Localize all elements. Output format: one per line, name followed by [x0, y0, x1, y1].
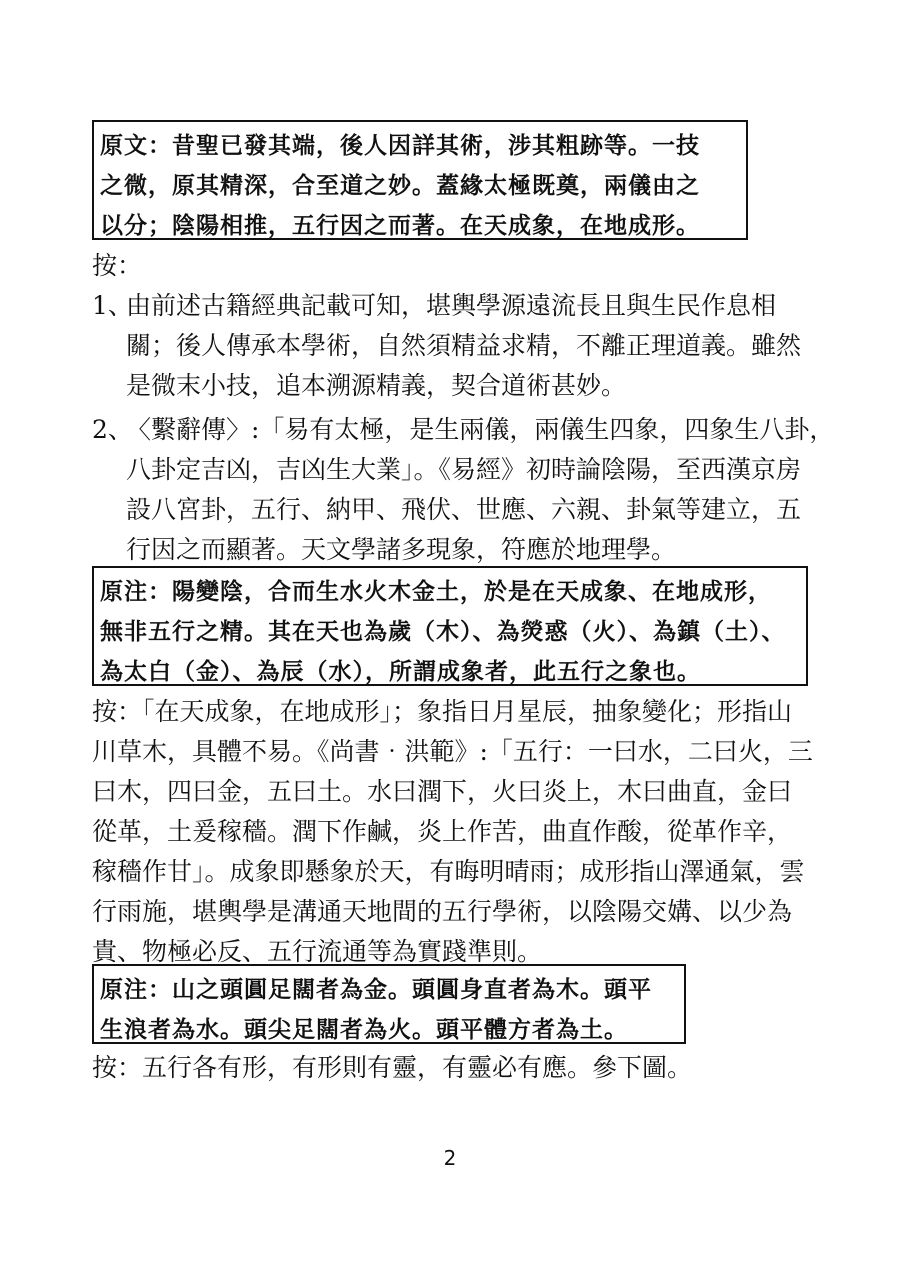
list-item-line: 是微末小技，追本溯源精義，契合道術甚妙。 — [126, 371, 627, 400]
list-item-line: 行因之而顯著。天文學諸多現象，符應於地理學。 — [126, 535, 677, 564]
list-item — [92, 410, 835, 570]
commentary-line: 按：「在天成象，在地成形」；象指日月星辰，抽象變化；形指山 — [92, 697, 793, 726]
quote-line: 為太白（金）、為辰（水），所謂成象者，此五行之象也。 — [100, 658, 701, 685]
commentary-line: 貴、物極必反、五行流通等為實踐準則。 — [92, 937, 543, 966]
list-item-line: 設八宮卦，五行、納甲、飛伏、世應、六親、卦氣等建立，五 — [126, 495, 802, 524]
original-note-box — [92, 566, 808, 686]
commentary-line: 曰木，四曰金，五曰土。水曰潤下，火曰炎上，木曰曲直，金曰 — [92, 777, 793, 806]
list-item-line: 〈繫辭傳〉:「易有太極，是生兩儀，兩儀生四象，四象生八卦， — [126, 415, 835, 444]
commentary-paragraph: 按：五行各有形，有形則有靈，有靈必有應。參下圖。 — [92, 1053, 693, 1082]
commentary-heading: 按： — [92, 251, 143, 280]
commentary-line: 川草木，具體不易。《尚書‧洪範》:「五行：一曰水，二曰火，三 — [92, 737, 813, 766]
quote-line: 生浪者為水。頭尖足闊者為火。頭平體方者為土。 — [100, 1016, 628, 1043]
list-item-number: 1、 — [92, 291, 133, 320]
list-item-line: 八卦定吉凶，吉凶生大業」。《易經》初時論陰陽，至西漢京房 — [126, 455, 802, 484]
quote-line: 之微，原其精深，合至道之妙。蓋緣太極既奠，兩儀由之 — [100, 172, 700, 199]
list-item-line: 關；後人傳承本學術，自然須精益求精，不離正理道義。雖然 — [126, 331, 802, 360]
quote-line: 原注：山之頭圓足闊者為金。頭圓身直者為木。頭平 — [100, 976, 652, 1003]
list-item-number: 2、 — [92, 415, 133, 444]
commentary-line: 稼穡作甘」。成象即懸象於天，有晦明晴雨；成形指山澤通氣，雲 — [92, 857, 805, 886]
commentary-line: 從革，土爰稼穡。潤下作鹹，炎上作苦，曲直作酸，從革作辛， — [92, 817, 793, 846]
original-note-box — [92, 964, 686, 1044]
quote-line: 無非五行之精。其在天也為歲（木）、為熒惑（火）、為鎮（土）、 — [100, 618, 786, 645]
list-item-line: 由前述古籍經典記載可知，堪輿學源遠流長且與生民作息相 — [126, 291, 777, 320]
page-number: 2 — [443, 1146, 457, 1170]
commentary-line: 行雨施，堪輿學是溝通天地間的五行學術，以陰陽交媾、以少為 — [92, 897, 793, 926]
original-text-box — [92, 120, 748, 240]
quote-line: 原注：陽變陰，合而生水火木金土，於是在天成象、在地成形， — [100, 578, 772, 605]
list-item — [92, 286, 822, 406]
commentary-paragraph — [92, 692, 822, 972]
quote-line: 原文：昔聖已發其端，後人因詳其術，涉其粗跡等。一技 — [100, 132, 700, 159]
quote-line: 以分；陰陽相推，五行因之而著。在天成象，在地成形。 — [100, 212, 700, 239]
